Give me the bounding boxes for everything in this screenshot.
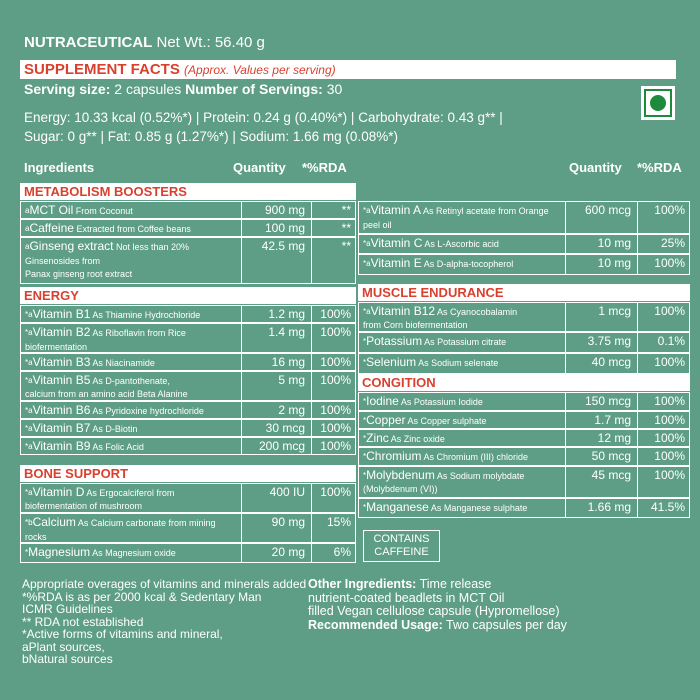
source-marker: *a — [25, 406, 33, 415]
ingredient-quantity: 1.4 mg — [268, 325, 305, 339]
ingredient-rda: 100% — [320, 307, 351, 321]
ingredient-name — [363, 432, 563, 446]
ingredient-source: As Niacinamide — [90, 358, 155, 368]
ingredient-label: Vitamin A — [370, 203, 422, 217]
ingredient-name — [363, 335, 563, 349]
ingredient-quantity: 2 mg — [278, 403, 305, 417]
footnotes: Appropriate overages of vitamins and minerals added *%RDA is as per 2000 kcal & Sedentary Man ICMR Guidelines ** RDA not established *Active forms of vitamins and mineral, aPlant sources, bNatural sources — [22, 577, 307, 666]
ingredient-label: Iodine — [366, 394, 399, 408]
ingredient-quantity: 900 mg — [264, 203, 305, 217]
ingredient-label: Selenium — [366, 355, 417, 369]
table-row — [20, 371, 356, 401]
table-row — [358, 392, 690, 411]
source-marker: * — [363, 471, 367, 480]
source-marker: *a — [363, 206, 371, 215]
ingredient-rda: 100% — [320, 325, 351, 339]
ingredient-rda: 100% — [654, 468, 685, 482]
source-marker: * — [363, 397, 367, 406]
source-marker: a — [25, 224, 30, 233]
table-row — [358, 234, 690, 254]
ingredient-quantity: 5 mg — [278, 373, 305, 387]
table-row — [20, 543, 356, 563]
col-ingredients: Ingredients — [24, 160, 95, 175]
ingredient-rda: 100% — [320, 485, 351, 499]
ingredient-name — [363, 305, 563, 332]
ingredient-name — [25, 440, 239, 454]
ingredient-source: As Potassium Iodide — [398, 397, 483, 407]
ingredient-quantity: 30 mcg — [265, 421, 305, 435]
ingredient-source: As Calcium carbonate from mining rocks — [25, 518, 216, 542]
table-row — [358, 353, 690, 374]
ingredient-source: From Coconut — [73, 206, 133, 216]
ingredient-source: Extracted from Coffee beans — [73, 224, 191, 234]
ingredient-source: As Thiamine Hydrochloride — [90, 310, 201, 320]
source-marker: * — [363, 434, 367, 443]
ingredient-label: Vitamin B1 — [32, 307, 91, 321]
ingredient-label: Copper — [366, 413, 406, 427]
ingredient-label: Molybdenum — [366, 468, 435, 482]
source-marker: *a — [25, 442, 33, 451]
ingredient-rda: 100% — [654, 304, 685, 318]
table-row — [358, 411, 690, 429]
ingredient-source: As Folic Acid — [90, 442, 144, 452]
ingredient-label: Vitamin B5 — [32, 373, 91, 387]
ingredient-source: As Cyanocobalamin — [435, 307, 518, 317]
ingredient-quantity: 45 mcg — [591, 468, 631, 482]
ingredient-rda: 100% — [654, 203, 685, 217]
table-row — [20, 437, 356, 455]
ingredient-label: Vitamin B9 — [32, 439, 91, 453]
ingredient-rda: 15% — [326, 515, 351, 529]
ingredient-quantity: 200 mcg — [258, 439, 305, 453]
table-row — [358, 498, 690, 518]
ingredient-source: As Riboflavin from Rice biofermentation — [25, 328, 186, 352]
source-marker: *b — [25, 518, 33, 527]
source-marker: * — [363, 452, 367, 461]
table-row — [20, 419, 356, 437]
ingredient-quantity: 16 mg — [271, 355, 305, 369]
source-marker: *a — [25, 358, 33, 367]
table-row — [358, 332, 690, 353]
table-row — [358, 302, 690, 332]
ingredient-source: As Sodium molybdate — [434, 471, 525, 481]
ingredient-source: As D-pantothenate, — [90, 376, 170, 386]
ingredient-name — [363, 501, 563, 515]
ingredient-quantity: 1 mcg — [598, 304, 631, 318]
ingredient-rda: ** — [341, 239, 351, 253]
col-rda-right: *%RDA — [637, 160, 682, 175]
ingredient-label: Vitamin B2 — [32, 325, 91, 339]
table-row — [20, 323, 356, 353]
table-row — [20, 483, 356, 513]
source-marker: * — [363, 358, 367, 367]
other-ingredients: Other Ingredients: Time release nutrient-coated beadlets in MCT Oil filled Vegan cellulose capsule (Hypromellose) Recommended Usage: Two capsules per day — [308, 577, 567, 632]
section-metabolism-boosters: METABOLISM BOOSTERS — [20, 183, 356, 200]
ingredient-name — [363, 204, 563, 232]
ingredient-quantity: 3.75 mg — [587, 334, 631, 348]
ingredient-rda: 25% — [660, 236, 685, 250]
ingredient-source: As Potassium citrate — [422, 337, 507, 347]
col-quantity-right: Quantity — [569, 160, 622, 175]
ingredient-source: As L-Ascorbic acid — [422, 239, 499, 249]
section-cognition: CONGITION — [358, 374, 690, 391]
ingredient-rda: 100% — [654, 394, 685, 408]
source-marker: *a — [25, 376, 33, 385]
ingredient-rda: 100% — [320, 403, 351, 417]
source-marker: a — [25, 242, 30, 251]
ingredient-label: Vitamin D — [32, 485, 85, 499]
ingredient-name — [25, 422, 239, 436]
ingredient-name — [363, 395, 563, 409]
ingredient-rda: 6% — [333, 545, 351, 559]
ingredient-source: As Copper sulphate — [405, 416, 487, 426]
col-rda-left: *%RDA — [302, 160, 347, 175]
ingredient-quantity: 90 mg — [271, 515, 305, 529]
nutrition-summary: Energy: 10.33 kcal (0.52%*) | Protein: 0.24 g (0.40%*) | Carbohydrate: 0.43 g** | Sugar: 0 g** | Fat: 0.85 g (1.27%*) | Sodium: 1.66 mg (0.08%*) — [24, 110, 503, 144]
ingredient-label: Caffeine — [29, 221, 74, 235]
ingredient-quantity: 12 mg — [597, 431, 631, 445]
ingredient-rda: 100% — [654, 449, 685, 463]
ingredient-source: As Magnesium oxide — [90, 548, 176, 558]
ingredient-name — [25, 486, 239, 513]
ingredient-label: Vitamin B3 — [32, 355, 91, 369]
section-energy: ENERGY — [20, 287, 356, 304]
ingredient-rda: 100% — [654, 355, 685, 369]
ingredient-label: Calcium — [32, 515, 76, 529]
table-row — [20, 305, 356, 323]
ingredient-rda: ** — [341, 221, 351, 235]
ingredient-quantity: 10 mg — [597, 236, 631, 250]
supplement-facts-bar: SUPPLEMENT FACTS (Approx. Values per serving) — [20, 60, 676, 79]
ingredient-name — [363, 450, 563, 464]
ingredient-quantity: 42.5 mg — [261, 239, 305, 253]
ingredient-source: As Retinyl acetate from Orange peel oil — [363, 206, 549, 230]
ingredient-name — [25, 240, 239, 281]
ingredient-source: As D-alpha-tocopherol — [421, 259, 514, 269]
ingredient-name — [25, 374, 239, 401]
ingredient-source-line2: biofermentation of mushroom — [25, 501, 143, 511]
ingredient-quantity: 20 mg — [271, 545, 305, 559]
ingredient-label: Chromium — [366, 449, 422, 463]
ingredient-rda: 0.1% — [657, 334, 685, 348]
ingredient-quantity: 100 mg — [264, 221, 305, 235]
ingredient-label: Vitamin B7 — [32, 421, 91, 435]
ingredient-source: As Chromium (III) chloride — [421, 452, 528, 462]
ingredient-label: Vitamin E — [370, 256, 422, 270]
source-marker: *a — [363, 307, 371, 316]
ingredient-name — [25, 356, 239, 370]
ingredient-name — [363, 237, 563, 251]
table-row — [358, 429, 690, 447]
ingredient-source: As D-Biotin — [90, 424, 138, 434]
table-row — [20, 513, 356, 543]
section-muscle-endurance: MUSCLE ENDURANCE — [358, 284, 690, 301]
ingredient-quantity: 400 IU — [269, 485, 305, 499]
ingredient-name — [25, 308, 239, 322]
ingredient-rda: 100% — [320, 421, 351, 435]
table-row — [20, 401, 356, 419]
ingredient-name — [25, 204, 239, 218]
ingredient-source-line2: (Molybdenum (VI)) — [363, 484, 438, 494]
table-row — [358, 466, 690, 498]
source-marker: *a — [25, 328, 33, 337]
ingredient-quantity: 50 mcg — [591, 449, 631, 463]
table-row — [358, 201, 690, 234]
ingredient-label: Potassium — [366, 334, 423, 348]
ingredient-label: Vitamin B6 — [32, 403, 91, 417]
ingredient-label: Magnesium — [28, 545, 91, 559]
section-bone-support: BONE SUPPORT — [20, 465, 356, 482]
ingredient-name — [363, 257, 563, 271]
table-row — [20, 353, 356, 371]
source-marker: *a — [363, 259, 371, 268]
ingredient-label: Manganese — [366, 500, 429, 514]
ingredient-source-line2: calcium from an amino acid Beta Alanine — [25, 389, 188, 399]
source-marker: a — [25, 206, 30, 215]
ingredient-name — [25, 404, 239, 418]
ingredient-name — [25, 516, 239, 544]
table-row — [20, 201, 356, 219]
ingredient-name — [25, 546, 239, 560]
ingredient-rda: 100% — [654, 413, 685, 427]
col-quantity-left: Quantity — [233, 160, 286, 175]
caffeine-badge: CONTAINS CAFFEINE — [363, 530, 440, 562]
ingredient-source: As Zinc oxide — [388, 434, 445, 444]
ingredient-source: Not less than 20% Ginsenosides from — [25, 242, 190, 266]
ingredient-source: As Manganese sulphate — [428, 503, 528, 513]
ingredient-source: As Ergocalciferol from — [84, 488, 175, 498]
ingredient-source-line2: from Corn biofermentation — [363, 320, 468, 330]
source-marker: * — [363, 503, 367, 512]
ingredient-quantity: 10 mg — [597, 256, 631, 270]
ingredient-rda: 100% — [320, 439, 351, 453]
source-marker: * — [25, 548, 29, 557]
ingredient-label: Vitamin C — [370, 236, 423, 250]
ingredient-label: MCT Oil — [29, 203, 74, 217]
ingredient-label: Ginseng extract — [29, 239, 114, 253]
ingredient-quantity: 1.2 mg — [268, 307, 305, 321]
ingredient-rda: 100% — [654, 256, 685, 270]
source-marker: *a — [25, 488, 33, 497]
source-marker: * — [363, 337, 367, 346]
ingredient-quantity: 40 mcg — [591, 355, 631, 369]
ingredient-rda: 100% — [320, 355, 351, 369]
ingredient-name — [363, 356, 563, 370]
ingredient-rda: 41.5% — [650, 500, 685, 514]
ingredient-rda: ** — [341, 203, 351, 217]
ingredient-source-line2: Panax ginseng root extract — [25, 269, 133, 279]
ingredient-name — [25, 222, 239, 236]
table-row — [20, 219, 356, 237]
table-row — [358, 254, 690, 275]
veg-symbol-icon — [641, 86, 675, 120]
ingredient-rda: 100% — [654, 431, 685, 445]
ingredient-label: Vitamin B12 — [370, 304, 436, 318]
ingredient-source: As Sodium selenate — [416, 358, 499, 368]
table-row — [20, 237, 356, 284]
source-marker: *a — [363, 239, 371, 248]
ingredient-source: As Pyridoxine hydrochloride — [90, 406, 204, 416]
ingredient-label: Zinc — [366, 431, 389, 445]
ingredient-quantity: 1.66 mg — [587, 500, 631, 514]
source-marker: * — [363, 416, 367, 425]
table-row — [358, 447, 690, 466]
source-marker: *a — [25, 310, 33, 319]
ingredient-name — [363, 469, 563, 496]
product-title: NUTRACEUTICAL Net Wt.: 56.40 g — [24, 34, 265, 51]
serving-info: Serving size: 2 capsules Number of Servings: 30 — [24, 81, 343, 97]
ingredient-quantity: 1.7 mg — [594, 413, 631, 427]
ingredient-rda: 100% — [320, 373, 351, 387]
ingredient-name — [363, 414, 563, 428]
ingredient-quantity: 600 mcg — [584, 203, 631, 217]
source-marker: *a — [25, 424, 33, 433]
ingredient-quantity: 150 mcg — [584, 394, 631, 408]
ingredient-name — [25, 326, 239, 354]
